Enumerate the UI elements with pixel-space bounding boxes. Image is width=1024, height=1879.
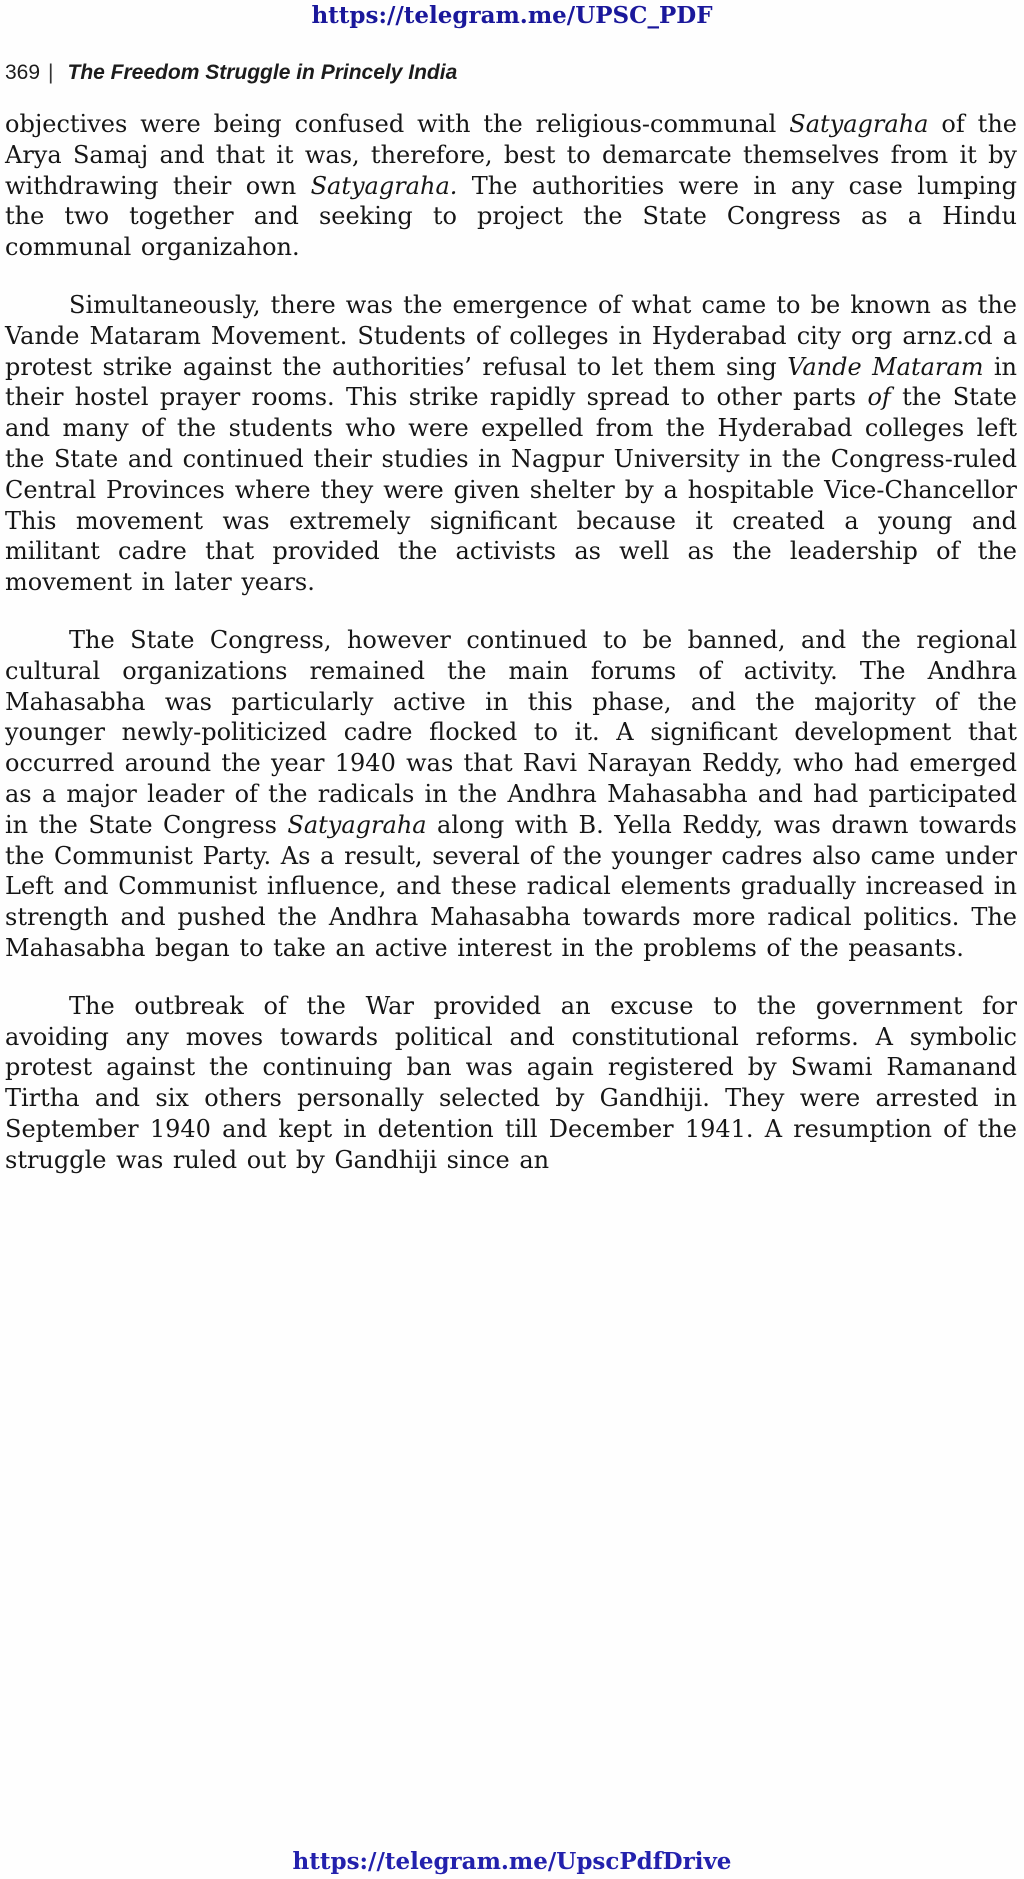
body-paragraph: [5, 991, 1017, 1176]
italic-text-segment: Satyagraha: [789, 110, 929, 138]
text-segment: objectives were being confused with the religious-communal: [5, 110, 790, 138]
running-title: The Freedom Struggle in Princely India: [67, 61, 458, 84]
top-link-bar: [0, 0, 1024, 29]
body-paragraph: [5, 625, 1017, 964]
bottom-link-bar: [0, 1848, 1024, 1875]
text-segment: The State Congress, however continued to be banned, and the regional cultural organizations remained the main forums of activity. The Andhra Mahasabha was particularly active in this phase, and the majority of the younger newly-politicized cadre flocked to it. A significant development that occurred around the year 1940 was that Ravi Narayan Reddy, who had emerged as a major leader of the radicals in the Andhra Mahasabha and had participated in the State Congress: [5, 625, 1017, 839]
text-segment: Simultaneously, there was the emergence of what came to be known as the Vande Mataram Movement. Students of colleges in Hyderabad city org arnz.cd a protest strike against the authorities’ refusal to let them sing: [5, 290, 1017, 381]
text-segment: of the Arya Samaj and that it was, therefore, best to demarcate themselves from it by withdrawing their own: [5, 110, 1017, 200]
text-segment: The outbreak of the War provided an excuse to the government for avoiding any moves towards political and constitutional reforms. A symbolic protest against the continuing ban was again registered by Swami Ramanand Tirtha and six others personally selected by Gandhiji. They were arrested in September 1940 and kept in detention till December 1941. A resumption of the struggle was ruled out by Gandhiji since an: [5, 991, 1017, 1174]
italic-text-segment: Vande Mataram: [787, 352, 984, 381]
text-segment: the State and many of the students who were expelled from the Hyderabad colleges left the State and continued their studies in Nagpur University in the Congress-ruled Central Provinces where they were given shelter by a hospitable Vice-Chancellor This movement was extremely significant because it created a young and militant cadre that provided the activists as well as the leadership of the movement in later years.: [5, 383, 1017, 597]
italic-text-segment: of: [867, 383, 891, 412]
page-body-text: [5, 109, 1017, 1176]
text-segment: The authorities were in any case lumping the two together and seeking to project the State Congress as a Hindu communal organizahon.: [5, 171, 1017, 262]
telegram-link-bottom[interactable]: https://telegram.me/UpscPdfDrive: [292, 1848, 732, 1875]
running-header: [5, 61, 1018, 85]
body-paragraph: [5, 109, 1017, 263]
text-segment: in their hostel prayer rooms. This strike rapidly spread to other parts: [5, 352, 1017, 412]
italic-text-segment: Satyagraha: [287, 810, 427, 839]
telegram-link-top[interactable]: https://telegram.me/UPSC_PDF: [311, 2, 713, 29]
page-number: 369: [5, 61, 41, 84]
body-paragraph: [5, 290, 1017, 598]
italic-text-segment: Satyagraha.: [310, 171, 458, 200]
text-segment: along with B. Yella Reddy, was drawn towards the Communist Party. As a result, several of the younger cadres also came under Left and Communist influence, and these radical elements gradually increased in strength and pushed the Andhra Mahasabha towards more radical politics. The Mahasabha began to take an active interest in the problems of the peasants.: [5, 810, 1018, 962]
header-separator: |: [48, 61, 54, 84]
